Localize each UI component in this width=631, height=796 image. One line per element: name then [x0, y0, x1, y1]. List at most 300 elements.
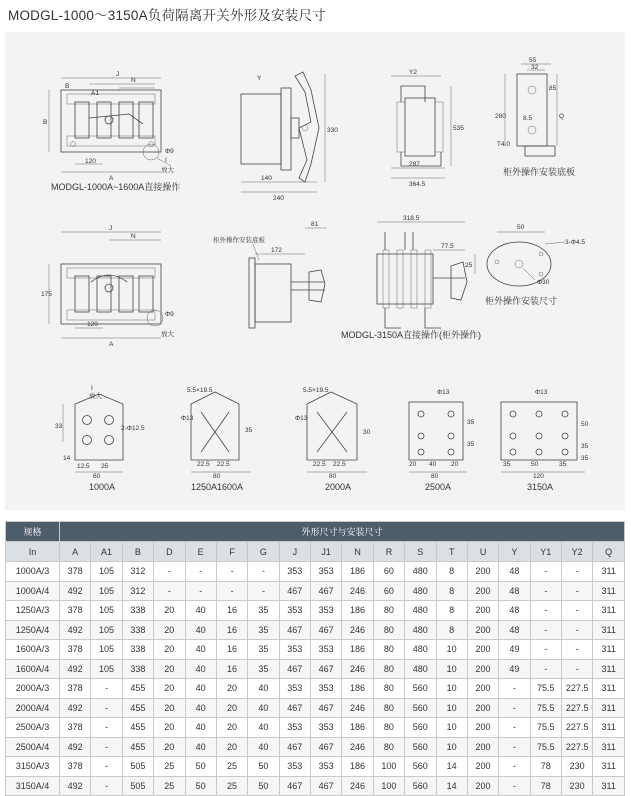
table-cell: 353 [311, 640, 342, 660]
table-cell: 311 [593, 776, 625, 796]
table-cell: - [530, 620, 561, 640]
table-cell: 49 [499, 659, 530, 679]
table-cell: 25 [154, 776, 185, 796]
table-cell: 186 [342, 601, 373, 621]
header-spec: 规格 [6, 522, 60, 542]
table-cell: 492 [60, 581, 91, 601]
dim-81: 81 [311, 221, 319, 228]
table-cell: - [562, 620, 593, 640]
spec-cell: 1600A/3 [6, 640, 60, 660]
dim-mid-A: A [109, 341, 114, 348]
table-cell: 480 [405, 601, 436, 621]
terminal-1000A [55, 385, 145, 492]
spec-cell: 1250A/3 [6, 601, 60, 621]
dim-2000-22-5a: 22.5 [313, 461, 326, 468]
table-cell: - [499, 698, 530, 718]
table-cell: 75.5 [530, 679, 561, 699]
table-cell: 378 [60, 718, 91, 738]
hole-phi30: Φ30 [537, 279, 550, 286]
caption-base-plate-2: 柜外操作安装底板 [213, 237, 265, 244]
table-cell: 246 [342, 620, 373, 640]
dim-Q: Q [559, 113, 565, 120]
table-cell: 10 [436, 737, 467, 757]
table-cell: 20 [216, 718, 247, 738]
table-cell: 35 [248, 601, 279, 621]
table-cell: 455 [122, 737, 153, 757]
table-cell: 10 [436, 640, 467, 660]
table-row [6, 737, 625, 757]
spec-cell: 3150A/4 [6, 776, 60, 796]
table-cell: 40 [185, 659, 216, 679]
table-cell: - [216, 581, 247, 601]
column-header: E [185, 542, 216, 562]
table-cell: 227.5 [562, 698, 593, 718]
dim-85: 85 [549, 85, 557, 92]
dim-2500-40: 40 [429, 461, 437, 468]
column-header: T [436, 542, 467, 562]
dim-2500-35a: 35 [467, 419, 475, 426]
table-cell: 14 [436, 757, 467, 777]
hole-2000: Φ13 [295, 415, 308, 422]
table-cell: 312 [122, 581, 153, 601]
table-cell: - [154, 581, 185, 601]
slot-1250: 5.5×19.5 [187, 387, 213, 394]
table-cell: 227.5 [562, 718, 593, 738]
spec-cell: 2000A/4 [6, 698, 60, 718]
dim-2500-20b: 20 [451, 461, 459, 468]
table-cell: 505 [122, 776, 153, 796]
dim-364: 364.5 [409, 181, 426, 188]
hole-2500: Φ13 [437, 389, 450, 396]
table-cell: 227.5 [562, 737, 593, 757]
table-cell: 105 [91, 659, 122, 679]
dim-mid-J: J [109, 225, 113, 232]
table-cell: 50 [248, 757, 279, 777]
terminal-2000A [295, 387, 371, 492]
side-view-external [213, 221, 327, 328]
dim-55: 55 [529, 57, 537, 64]
dim-I: I [165, 157, 167, 164]
table-cell: 311 [593, 640, 625, 660]
table-cell: - [562, 640, 593, 660]
column-header: Y1 [530, 542, 561, 562]
table-cell: 467 [279, 659, 310, 679]
table-cell: 560 [405, 776, 436, 796]
table-cell: 49 [499, 640, 530, 660]
table-cell: 10 [436, 679, 467, 699]
table-cell: 246 [342, 698, 373, 718]
table-cell: 353 [311, 757, 342, 777]
table-cell: 353 [311, 562, 342, 582]
dim-Y2: Y2 [409, 69, 417, 76]
table-cell: 467 [311, 698, 342, 718]
dim-1250-22-5a: 22.5 [197, 461, 210, 468]
table-cell: 186 [342, 562, 373, 582]
dim-1250-80: 80 [213, 473, 221, 480]
table-cell: 492 [60, 659, 91, 679]
table-cell: 20 [154, 620, 185, 640]
header-dimensions: 外形尺寸与安装尺寸 [60, 522, 625, 542]
table-cell: 186 [342, 757, 373, 777]
table-cell: 227.5 [562, 679, 593, 699]
table-row [6, 620, 625, 640]
table-cell: 353 [279, 718, 310, 738]
front-view-1000-1600 [43, 71, 180, 192]
table-cell: 467 [311, 620, 342, 640]
dim-3150-35a: 35 [503, 461, 511, 468]
table-cell: 230 [562, 757, 593, 777]
table-cell: 50 [185, 757, 216, 777]
table-cell: 50 [185, 776, 216, 796]
table-row [6, 679, 625, 699]
table-cell: 40 [185, 640, 216, 660]
table-cell: 40 [248, 718, 279, 738]
dim-280: 280 [495, 113, 506, 120]
table-cell: 480 [405, 640, 436, 660]
table-cell: 353 [279, 601, 310, 621]
table-row [6, 718, 625, 738]
table-cell: 105 [91, 640, 122, 660]
table-cell: 50 [248, 776, 279, 796]
dim-8-5: 8.5 [523, 115, 533, 122]
table-cell: 560 [405, 679, 436, 699]
label-2000A: 2000A [325, 482, 352, 492]
column-header: F [216, 542, 247, 562]
table-cell: - [530, 581, 561, 601]
table-cell: 105 [91, 562, 122, 582]
table-cell: - [530, 562, 561, 582]
dim-B-top: B [65, 83, 70, 90]
column-header: Y2 [562, 542, 593, 562]
table-cell: 8 [436, 562, 467, 582]
dim-140: 140 [261, 175, 272, 182]
table-cell: 311 [593, 620, 625, 640]
table-cell: 311 [593, 581, 625, 601]
table-cell: 200 [467, 562, 498, 582]
table-cell: 338 [122, 640, 153, 660]
table-cell: 467 [279, 620, 310, 640]
dim-2000-22-5b: 22.5 [333, 461, 346, 468]
table-cell: 467 [311, 659, 342, 679]
table-cell: 10 [436, 659, 467, 679]
dim-Y: Y [257, 75, 262, 82]
table-row [6, 581, 625, 601]
dim-1250-22-5b: 22.5 [217, 461, 230, 468]
dim-3150-50: 50 [531, 461, 539, 468]
table-cell: 20 [154, 737, 185, 757]
dim-172: 172 [271, 247, 282, 254]
table-cell: 200 [467, 640, 498, 660]
dim-25: 25 [465, 262, 473, 269]
table-cell: 40 [185, 679, 216, 699]
table-cell: - [91, 776, 122, 796]
table-cell: 48 [499, 562, 530, 582]
dim-1000-60: 60 [93, 473, 101, 480]
column-header: U [467, 542, 498, 562]
dim-3150-35-side-b: 35 [581, 455, 589, 462]
table-cell: - [499, 679, 530, 699]
dim-535: 535 [453, 125, 464, 132]
table-cell: 200 [467, 698, 498, 718]
table-cell: 560 [405, 737, 436, 757]
table-cell: - [530, 640, 561, 660]
table-row [6, 659, 625, 679]
dim-175: 175 [41, 291, 52, 298]
table-cell: 78 [530, 776, 561, 796]
table-cell: 25 [216, 757, 247, 777]
terminal-2500A [409, 389, 475, 492]
table-cell: 467 [279, 581, 310, 601]
dim-77: 77.5 [441, 243, 454, 250]
table-cell: - [530, 659, 561, 679]
table-cell: 560 [405, 757, 436, 777]
table-row [6, 562, 625, 582]
table-cell: 338 [122, 620, 153, 640]
table-cell: - [499, 757, 530, 777]
table-cell: 80 [373, 718, 404, 738]
side-view-2000 [391, 69, 464, 188]
table-group-header [6, 522, 625, 542]
table-cell: - [91, 737, 122, 757]
caption-1000-1600: MODGL-1000A~1600A直接操作 [51, 182, 181, 192]
label-1000A: 1000A [89, 482, 116, 492]
table-cell: 40 [248, 679, 279, 699]
table-cell: 20 [154, 640, 185, 660]
side-view-3150 [341, 215, 481, 340]
dim-32: 32 [531, 64, 539, 71]
spec-cell: 1000A/3 [6, 562, 60, 582]
table-cell: 16 [216, 601, 247, 621]
table-cell: 100 [373, 776, 404, 796]
table-cell: 311 [593, 718, 625, 738]
table-body [6, 562, 625, 796]
table-cell: 105 [91, 581, 122, 601]
table-cell: 200 [467, 601, 498, 621]
table-cell: 20 [216, 737, 247, 757]
table-cell: 48 [499, 601, 530, 621]
table-cell: 75.5 [530, 718, 561, 738]
table-row [6, 698, 625, 718]
table-cell: - [562, 581, 593, 601]
dim-B-side: B [43, 119, 48, 126]
hole-3-phi4-5: 3-Φ4.5 [565, 239, 586, 246]
table-cell: 40 [185, 718, 216, 738]
page-title: MODGL-1000～3150A负荷隔离开关外形及安装尺寸 [8, 8, 326, 23]
dim-3150-50-side: 50 [581, 421, 589, 428]
table-cell: - [185, 562, 216, 582]
table-cell: 200 [467, 776, 498, 796]
table-cell: 467 [311, 776, 342, 796]
table-cell: - [154, 562, 185, 582]
spec-cell: 2500A/3 [6, 718, 60, 738]
dim-1250-35: 35 [245, 427, 253, 434]
table-cell: 311 [593, 679, 625, 699]
table-cell: 40 [185, 620, 216, 640]
table-cell: - [216, 562, 247, 582]
table-cell: - [562, 601, 593, 621]
table-cell: 186 [342, 679, 373, 699]
table-cell: 186 [342, 718, 373, 738]
dim-2500-80: 80 [431, 473, 439, 480]
table-cell: - [499, 737, 530, 757]
column-header: S [405, 542, 436, 562]
table-cell: - [562, 562, 593, 582]
table-cell: 480 [405, 620, 436, 640]
table-cell: - [499, 718, 530, 738]
table-cell: 311 [593, 737, 625, 757]
table-cell: - [499, 776, 530, 796]
table-cell: 311 [593, 659, 625, 679]
dim-2000-80: 80 [329, 473, 337, 480]
table-cell: 200 [467, 679, 498, 699]
column-header: B [122, 542, 153, 562]
table-cell: 16 [216, 640, 247, 660]
table-cell: 455 [122, 679, 153, 699]
table-cell: 230 [562, 776, 593, 796]
table-cell: 200 [467, 737, 498, 757]
table-cell: 60 [373, 562, 404, 582]
table-cell: 75.5 [530, 698, 561, 718]
dim-2000-30: 30 [363, 429, 371, 436]
table-cell: 80 [373, 737, 404, 757]
side-view-handle [241, 72, 338, 202]
table-cell: 40 [185, 698, 216, 718]
table-cell: 338 [122, 601, 153, 621]
column-header: D [154, 542, 185, 562]
dim-318: 318.5 [403, 215, 420, 222]
magnify-label: 放大 [161, 167, 174, 174]
table-cell: 311 [593, 562, 625, 582]
dim-287: 287 [409, 161, 420, 168]
spec-cell: 3150A/3 [6, 757, 60, 777]
table-cell: 467 [279, 737, 310, 757]
table-cell: 35 [248, 659, 279, 679]
dim-J: J [116, 71, 120, 78]
table-cell: 338 [122, 659, 153, 679]
table-cell: 505 [122, 757, 153, 777]
table-row [6, 601, 625, 621]
table-cell: 80 [373, 698, 404, 718]
hole-1250: Φ13 [181, 415, 194, 422]
table-cell: 378 [60, 601, 91, 621]
table-cell: 200 [467, 757, 498, 777]
table-cell: 311 [593, 698, 625, 718]
table-cell: 246 [342, 659, 373, 679]
dim-1000-12-5: 12.5 [77, 463, 90, 470]
dim-1000-I: I [91, 385, 93, 392]
dim-mid-120: 120 [87, 321, 98, 328]
table-cell: 312 [122, 562, 153, 582]
dim-T4: T4.0 [497, 141, 511, 148]
dim-50: 50 [517, 224, 525, 231]
dim-3150-35-side-a: 35 [581, 443, 589, 450]
table-cell: 48 [499, 581, 530, 601]
table-cell: - [530, 601, 561, 621]
dim-A1: A1 [91, 90, 99, 97]
table-cell: 480 [405, 659, 436, 679]
table-cell: 16 [216, 659, 247, 679]
caption-base-plate-3: 柜外操作安装尺寸 [485, 296, 558, 306]
table-cell: 311 [593, 601, 625, 621]
magnify-mid: 放大 [161, 331, 174, 338]
table-cell: 467 [279, 698, 310, 718]
table-cell: - [91, 718, 122, 738]
table-cell: 492 [60, 776, 91, 796]
front-view-variant [41, 225, 175, 348]
label-1250-1600A: 1250A1600A [191, 482, 244, 492]
table-cell: 48 [499, 620, 530, 640]
dim-120: 120 [85, 158, 96, 165]
table-cell: 455 [122, 698, 153, 718]
table-cell: 353 [311, 718, 342, 738]
dim-1000-25: 25 [101, 463, 109, 470]
table-cell: 480 [405, 562, 436, 582]
table-cell: 246 [342, 581, 373, 601]
table-cell: 25 [216, 776, 247, 796]
column-header: A [60, 542, 91, 562]
table-cell: 60 [373, 581, 404, 601]
spec-cell: 2000A/3 [6, 679, 60, 699]
table-cell: 378 [60, 640, 91, 660]
caption-3150: MODGL-3150A直接操作(柜外操作) [341, 330, 482, 340]
table-cell: 200 [467, 718, 498, 738]
table-cell: 8 [436, 601, 467, 621]
magnify-1000: 放大 [89, 393, 102, 400]
table-cell: 10 [436, 698, 467, 718]
table-cell: 378 [60, 562, 91, 582]
hole-mid-phi9: Φ9 [165, 311, 174, 318]
terminal-3150A [501, 389, 589, 492]
hole-2-phi12-5: 2-Φ12.5 [121, 425, 145, 432]
table-cell: 40 [248, 737, 279, 757]
column-header: J1 [311, 542, 342, 562]
dimension-table [5, 521, 625, 796]
table-column-header [6, 542, 625, 562]
dimension-drawing [5, 32, 625, 510]
table-cell: 105 [91, 620, 122, 640]
table-row [6, 640, 625, 660]
table-cell: 25 [154, 757, 185, 777]
table-cell: 40 [248, 698, 279, 718]
table-cell: 20 [216, 698, 247, 718]
table-cell: 78 [530, 757, 561, 777]
table-cell: - [91, 698, 122, 718]
column-header: N [342, 542, 373, 562]
table-cell: 467 [311, 581, 342, 601]
table-cell: 20 [154, 698, 185, 718]
table-cell: 480 [405, 581, 436, 601]
table-cell: 353 [311, 601, 342, 621]
hole-3150: Φ13 [535, 389, 548, 396]
spec-cell: 1000A/4 [6, 581, 60, 601]
table-cell: 80 [373, 601, 404, 621]
slot-2000: 5.5×19.5 [303, 387, 329, 394]
base-plate-oval [465, 224, 585, 306]
table-cell: 455 [122, 718, 153, 738]
column-header: Q [593, 542, 625, 562]
table-cell: 8 [436, 620, 467, 640]
table-cell: 353 [279, 640, 310, 660]
dim-3150-35b: 35 [559, 461, 567, 468]
table-cell: 105 [91, 601, 122, 621]
table-cell: 378 [60, 757, 91, 777]
table-cell: 492 [60, 698, 91, 718]
table-cell: 40 [185, 601, 216, 621]
table-cell: 353 [279, 679, 310, 699]
dim-240: 240 [273, 195, 284, 202]
table-cell: 378 [60, 679, 91, 699]
dim-A: A [109, 175, 114, 182]
